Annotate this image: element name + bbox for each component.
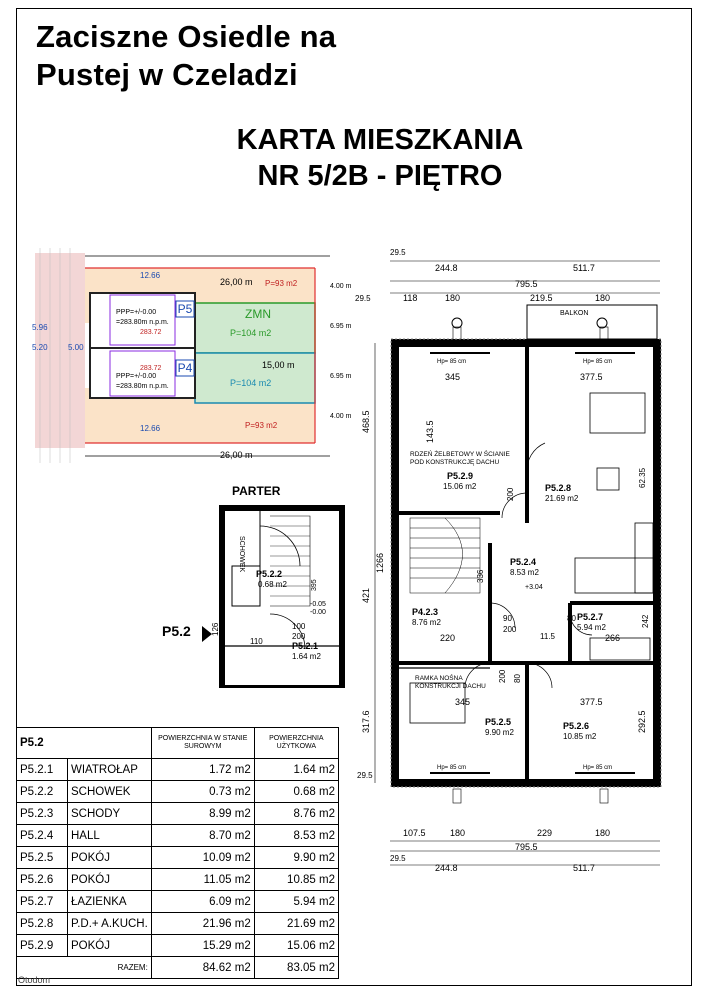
footer-watermark: Otodom bbox=[18, 975, 51, 985]
hp-top-left: Hp= 85 cm bbox=[437, 359, 467, 365]
parter-dim-395: 395 bbox=[311, 579, 318, 591]
parter-dim-000: -0.00 bbox=[310, 609, 326, 616]
left-dim-2: 1266 bbox=[375, 552, 385, 573]
level-304: +3.04 bbox=[525, 584, 543, 591]
side-dim-9: 12.66 bbox=[140, 424, 161, 433]
dim-90: 90 bbox=[503, 614, 512, 623]
bottom2-dim-2: 29.5 bbox=[390, 854, 406, 863]
dim-200-c: 200 bbox=[498, 669, 507, 683]
ppp2b: =283.80m n.p.m. bbox=[116, 383, 169, 390]
site-dim-top: 26,00 m bbox=[220, 277, 253, 287]
dim-242: 242 bbox=[641, 614, 650, 628]
left-dim-3: 421 bbox=[361, 587, 371, 603]
note-core-2: POD KONSTRUKCJĘ DACHU bbox=[410, 459, 500, 466]
room-p527-code: P5.2.7 bbox=[577, 612, 604, 622]
side-dim-4: 4.00 m bbox=[330, 283, 352, 290]
table-row: P5.2.3 SCHODY 8.99 m2 8.76 m2 bbox=[17, 803, 339, 825]
table-total-row bbox=[17, 957, 339, 979]
bottom2-dim-4: 511.7 bbox=[573, 863, 595, 873]
dim-mid: 15,00 m bbox=[262, 360, 295, 370]
table-header-raw: POWIERZCHNIA W STANIE SUROWYM bbox=[151, 728, 254, 759]
dim-200-a: 200 bbox=[506, 487, 515, 501]
room-p528-area: 21.69 m2 bbox=[545, 494, 579, 503]
parter-room-area2: 1.64 m2 bbox=[292, 652, 321, 661]
table-row: P5.2.6 POKÓJ 11.05 m2 10.85 m2 bbox=[17, 869, 339, 891]
top-dim-2: 244.8 bbox=[435, 263, 458, 273]
estate-title-line1: Zaciszne Osiedle na bbox=[36, 19, 337, 54]
hp-bottom-left: Hp= 85 cm bbox=[437, 765, 467, 771]
dim-3775-top: 377.5 bbox=[580, 372, 603, 382]
side-dim-1: 5.96 bbox=[32, 323, 48, 332]
dim-200-b: 200 bbox=[503, 625, 517, 634]
top2-dim-5: 180 bbox=[595, 293, 611, 303]
side-dim-7: 4.00 m bbox=[330, 413, 352, 420]
room-p529-code: P5.2.9 bbox=[447, 471, 474, 481]
area-mid2: P=104 m2 bbox=[230, 378, 272, 388]
lot-p5: P5 bbox=[177, 302, 193, 316]
dim-266: 266 bbox=[605, 633, 621, 643]
room-p423-code: P4.2.3 bbox=[412, 607, 439, 617]
parter-dim-110: 110 bbox=[250, 637, 263, 646]
dim-2925: 292.5 bbox=[637, 710, 647, 733]
balkon-label: BALKON bbox=[560, 310, 589, 317]
parter-label: PARTER bbox=[232, 484, 281, 498]
note-frame-2: KONSTRUKCJI DACHU bbox=[415, 683, 486, 690]
room-p423-area: 8.76 m2 bbox=[412, 618, 441, 627]
hp-bottom-right: Hp= 85 cm bbox=[583, 765, 613, 771]
lvl1: 283.72 bbox=[140, 329, 162, 336]
room-p526-code: P5.2.6 bbox=[563, 721, 590, 731]
estate-title bbox=[36, 18, 336, 94]
zone-label: ZMN bbox=[245, 307, 271, 321]
lvl2: 283.72 bbox=[140, 365, 162, 372]
top2-dim-3: 180 bbox=[445, 293, 461, 303]
room-p525-code: P5.2.5 bbox=[485, 717, 512, 727]
top2-dim-4: 219.5 bbox=[530, 293, 553, 303]
entry-label: P5.2 bbox=[162, 623, 191, 639]
side-dim-2: 5.20 bbox=[32, 343, 48, 352]
hp-top-right: Hp= 85 cm bbox=[583, 359, 613, 365]
table-row: P5.2.9 POKÓJ 15.29 m2 15.06 m2 bbox=[17, 935, 339, 957]
table-header bbox=[17, 728, 339, 759]
dim-6235: 62.35 bbox=[638, 467, 647, 488]
room-p526-area: 10.85 m2 bbox=[563, 732, 597, 741]
site-plan bbox=[30, 248, 360, 463]
note-frame-1: RAMKA NOŚNA bbox=[415, 675, 463, 682]
floor-plan bbox=[355, 243, 695, 873]
ppp1b: =283.80m n.p.m. bbox=[116, 319, 169, 326]
room-p528-code: P5.2.8 bbox=[545, 483, 572, 493]
top-dim-4: 795.5 bbox=[515, 279, 538, 289]
side-dim-6: 6.95 m bbox=[330, 373, 352, 380]
room-p527-area: 5.94 m2 bbox=[577, 623, 606, 632]
parter-room-code: P5.2.2 bbox=[256, 569, 283, 579]
dim-220: 220 bbox=[440, 633, 456, 643]
parter-room-code2: P5.2.1 bbox=[292, 641, 319, 651]
dim-3775-bottom: 377.5 bbox=[580, 697, 603, 707]
bottom-dim-1: 107.5 bbox=[403, 828, 426, 838]
table-row: P5.2.1 WIATROŁAP 1.72 m2 1.64 m2 bbox=[17, 759, 339, 781]
parter-plan bbox=[160, 496, 360, 688]
table-row: P5.2.5 POKÓJ 10.09 m2 9.90 m2 bbox=[17, 847, 339, 869]
room-p529-area: 15.06 m2 bbox=[443, 482, 477, 491]
table-total-usable: 83.05 m2 bbox=[254, 957, 338, 979]
table-header-usable: POWIERZCHNIA UŻYTKOWA bbox=[254, 728, 338, 759]
table-row: P5.2.8 P.D.+ A.KUCH. 21.96 m2 21.69 m2 bbox=[17, 913, 339, 935]
left-dim-5: 29.5 bbox=[357, 771, 373, 780]
dim-80-b: 80 bbox=[513, 674, 522, 683]
bottom2-dim-3: 244.8 bbox=[435, 863, 458, 873]
top2-dim-1: 29.5 bbox=[355, 294, 371, 303]
parter-dim-005: -0.05 bbox=[310, 601, 326, 608]
lot-p4: P4 bbox=[177, 361, 193, 375]
card-title-line1: KARTA MIESZKANIA bbox=[236, 124, 524, 156]
note-core-1: RDZEŃ ŻELBETOWY W ŚCIANIE bbox=[410, 451, 510, 458]
room-p525-area: 9.90 m2 bbox=[485, 728, 514, 737]
parter-room-area: 0.68 m2 bbox=[258, 580, 287, 589]
table-total-raw: 84.62 m2 bbox=[151, 957, 254, 979]
parter-dim-126: 126 bbox=[211, 622, 220, 636]
site-area-top: P=93 m2 bbox=[265, 279, 298, 288]
table-total-label: RAZEM: bbox=[17, 957, 152, 979]
top-dim-1: 29.5 bbox=[390, 248, 406, 257]
dim-345-bottom: 345 bbox=[455, 697, 471, 707]
dim-80-a: 80 bbox=[567, 614, 576, 623]
left-dim-4: 317.6 bbox=[361, 710, 371, 733]
site-area-bottom: P=93 m2 bbox=[245, 421, 278, 430]
bottom-dim-4: 180 bbox=[595, 828, 611, 838]
left-dim-1: 468.5 bbox=[361, 410, 371, 433]
table-row: P5.2.2 SCHOWEK 0.73 m2 0.68 m2 bbox=[17, 781, 339, 803]
parter-dim-100: 100 bbox=[292, 622, 306, 631]
top-dim-3: 511.7 bbox=[573, 263, 595, 273]
side-dim-8: 12.66 bbox=[140, 271, 161, 280]
parter-dim-200: 200 bbox=[292, 632, 306, 641]
room-area-table bbox=[16, 727, 339, 979]
area-mid1: P=104 m2 bbox=[230, 328, 272, 338]
site-dim-bottom: 26,00 m bbox=[220, 450, 253, 460]
dim-1435: 143.5 bbox=[425, 420, 435, 443]
table-row: P5.2.4 HALL 8.70 m2 8.53 m2 bbox=[17, 825, 339, 847]
bottom-dim-3: 229 bbox=[537, 828, 553, 838]
bottom2-dim-1: 795.5 bbox=[515, 842, 538, 852]
estate-title-line2: Pustej w Czeladzi bbox=[36, 57, 298, 92]
card-title-line2: NR 5/2B - PIĘTRO bbox=[257, 160, 503, 192]
apartment-card-title bbox=[200, 122, 560, 194]
table-header-code: P5.2 bbox=[17, 728, 152, 759]
bottom-dim-2: 180 bbox=[450, 828, 466, 838]
room-p524-area: 8.53 m2 bbox=[510, 568, 539, 577]
ppp1: PPP=+/-0.00 bbox=[116, 309, 157, 316]
side-dim-5: 6.95 m bbox=[330, 323, 352, 330]
dim-115: 11.5 bbox=[540, 632, 555, 641]
schowek-label: SCHOWEK bbox=[238, 536, 245, 573]
table-row: P5.2.7 ŁAZIENKA 6.09 m2 5.94 m2 bbox=[17, 891, 339, 913]
top2-dim-2: 118 bbox=[403, 293, 418, 303]
dim-345-top: 345 bbox=[445, 372, 461, 382]
room-p524-code: P5.2.4 bbox=[510, 557, 537, 567]
side-dim-3: 5.00 bbox=[68, 343, 84, 352]
ppp2: PPP=+/-0.00 bbox=[116, 373, 157, 380]
dim-336: 336 bbox=[476, 569, 485, 583]
